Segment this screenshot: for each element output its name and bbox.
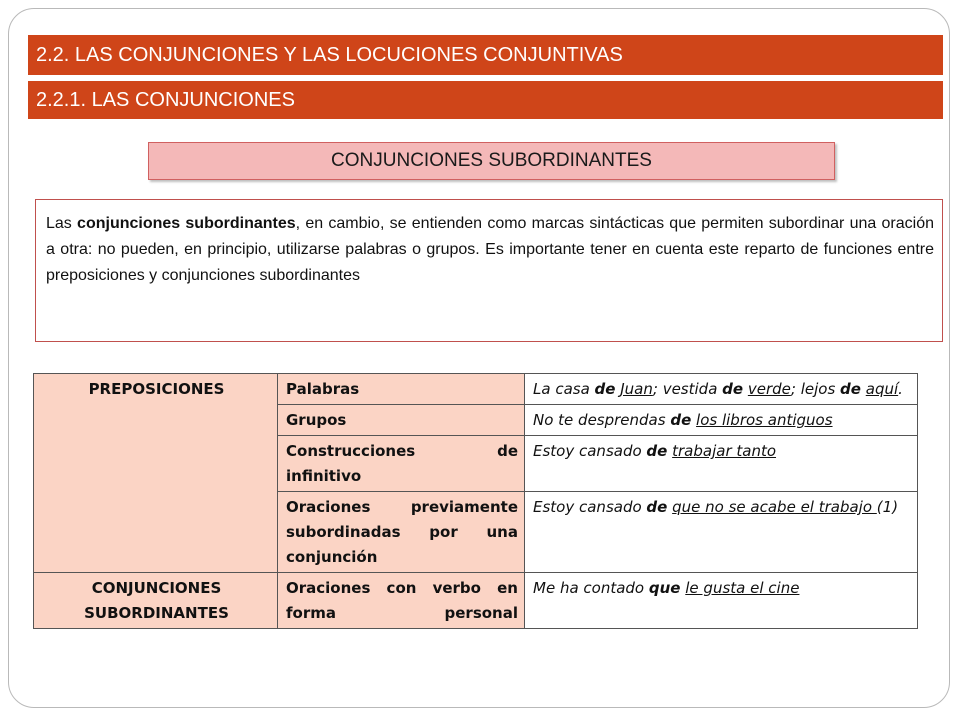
row-label: Construcciones de infinitivo: [278, 436, 525, 492]
row-label: Grupos: [278, 405, 525, 436]
paragraph-text-start: Las: [46, 215, 78, 232]
table-row: [34, 573, 918, 629]
slide-title: 2.2. LAS CONJUNCIONES Y LAS LOCUCIONES CONJUNTIVAS: [28, 35, 943, 75]
slide-subtitle: 2.2.1. LAS CONJUNCIONES: [28, 81, 943, 119]
table-row: [34, 374, 918, 405]
row-example: Me ha contado que le gusta el cine: [525, 573, 918, 629]
function-table: [33, 373, 918, 629]
category-conjunciones: CONJUNCIONES SUBORDINANTES: [34, 573, 278, 629]
row-example: No te desprendas de los libros antiguos: [525, 405, 918, 436]
row-example: Estoy cansado de trabajar tanto: [525, 436, 918, 492]
row-label: Oraciones previamente subordinadas por una conjunción: [278, 492, 525, 573]
row-label: Palabras: [278, 374, 525, 405]
paragraph-bold-term: conjunciones subordinantes: [77, 215, 296, 232]
explanation-paragraph: [35, 199, 943, 342]
row-example: La casa de Juan; vestida de verde; lejos de aquí.: [525, 374, 918, 405]
section-heading: CONJUNCIONES SUBORDINANTES: [148, 142, 835, 180]
row-label: Oraciones con verbo en forma personal: [278, 573, 525, 629]
category-preposiciones: PREPOSICIONES: [34, 374, 278, 573]
paragraph-text-rest: , en cambio, se entienden como marcas sintácticas que permiten subordinar una oración a otra: no pueden, en principio, utilizarse palabras o grupos. Es importante tener en cuenta este reparto de funciones entre preposiciones y conjunciones subordinantes: [46, 215, 934, 284]
row-example: Estoy cansado de que no se acabe el trabajo (1): [525, 492, 918, 573]
